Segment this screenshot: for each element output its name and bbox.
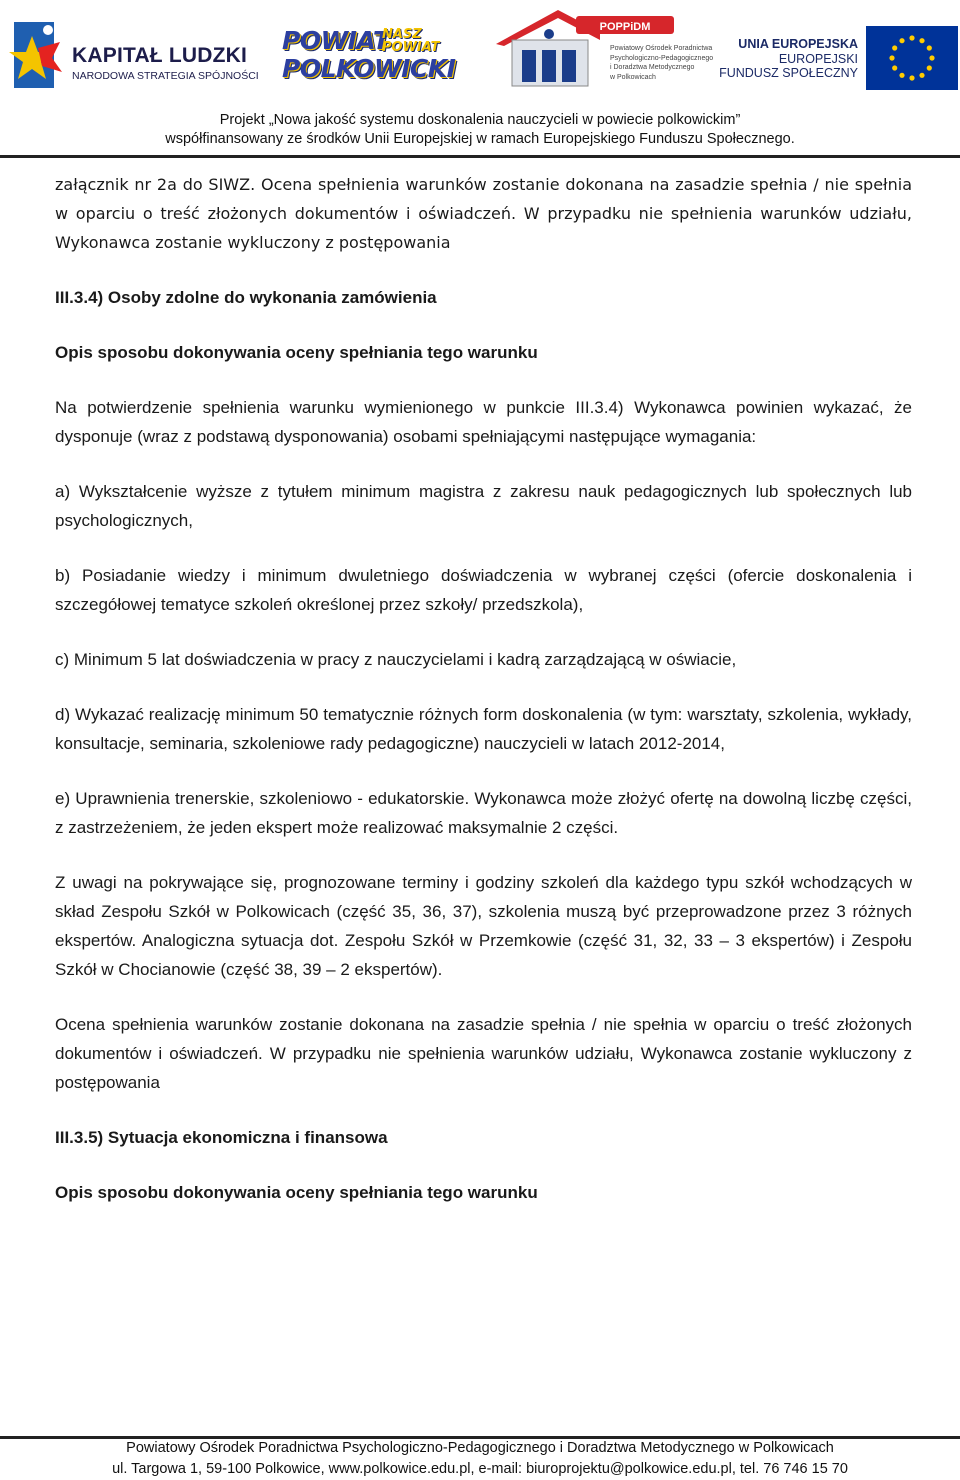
- section-heading: III.3.5) Sytuacja ekonomiczna i finansowa: [55, 1128, 388, 1147]
- powiat-word: POWIAT: [282, 26, 390, 55]
- poppidm-logo: [488, 4, 714, 88]
- poppidm-name: [610, 44, 713, 82]
- list-item: c) Minimum 5 lat doświadczenia w pracy z nauczycielami i kadrą zarządzającą w oświacie,: [55, 650, 737, 669]
- eu-star-icon: [929, 55, 934, 60]
- eu-star-icon: [899, 38, 904, 43]
- eu-star-icon: [927, 45, 932, 50]
- poppidm-name-line: Psychologiczno-Pedagogicznego: [610, 54, 714, 62]
- kapital-ludzki-star-icon: [8, 18, 66, 96]
- paragraph: załącznik nr 2a do SIWZ. Ocena spełnienia warunków zostanie dokonana na zasadzie spełnia / nie spełnia w oparciu o treść złożonych dokumentów i oświadczeń. W przypadku nie spełnienia warunków udziału, Wykonawca zostanie wykluczony z postępowania: [55, 175, 912, 252]
- powiat-polkowicki-logo: [280, 26, 456, 88]
- eu-text: [719, 36, 858, 80]
- eu-star-icon: [892, 45, 897, 50]
- footer-line: Powiatowy Ośrodek Poradnictwa Psychologiczno-Pedagogicznego i Doradztwa Metodycznego w Polkowicach: [126, 1440, 834, 1456]
- list-item: e) Uprawnienia trenerskie, szkoleniowo - edukatorskie. Wykonawca może złożyć ofertę na dowolną liczbę części, z zastrzeżeniem, że jeden ekspert może realizować maksymalnie 2 części.: [55, 789, 912, 837]
- poppidm-acronym: POPPiDM: [599, 21, 651, 33]
- footer-line: ul. Targowa 1, 59-100 Polkowice, www.polkowice.edu.pl, e-mail: biuroprojektu@polkowice.edu.pl, tel. 76 746 15 70: [112, 1461, 848, 1477]
- list-item: a) Wykształcenie wyższe z tytułem minimum magistra z zakresu nauk pedagogicznych lub społecznych lub psychologicznych,: [55, 482, 912, 530]
- document-body: [55, 170, 912, 1207]
- section-heading: III.3.4) Osoby zdolne do wykonania zamówienia: [55, 288, 437, 307]
- paragraph: Ocena spełnienia warunków zostanie dokonana na zasadzie spełnia / nie spełnia w oparciu o treść złożonych dokumentów i oświadczeń. W przypadku nie spełnienia warunków udziału, Wykonawca zostanie wykluczony z postępowania: [55, 1015, 912, 1092]
- eu-star-icon: [892, 65, 897, 70]
- header-divider: [0, 155, 960, 158]
- kapital-ludzki-subtitle: NARODOWA STRATEGIA SPÓJNOŚCI: [72, 70, 259, 82]
- eu-star-icon: [899, 73, 904, 78]
- list-item: b) Posiadanie wiedzy i minimum dwuletniego doświadczenia w wybranej części (ofercie doskonalenia i szczegółowej tematyce szkoleń określonej przez szkoły/ przedszkola),: [55, 566, 912, 614]
- eu-star-icon: [927, 65, 932, 70]
- subsection-heading: Opis sposobu dokonywania oceny spełniania tego warunku: [55, 1183, 538, 1202]
- project-line: Projekt „Nowa jakość systemu doskonalenia nauczycieli w powiecie polkowickim”: [219, 112, 741, 128]
- poppidm-name-line: w Polkowicach: [610, 73, 656, 81]
- kapital-ludzki-logo: [8, 18, 259, 98]
- project-info: [0, 111, 960, 149]
- poppidm-name-line: i Doradztwa Metodycznego: [610, 64, 695, 71]
- project-line: współfinansowany ze środków Unii Europejskiej w ramach Europejskiego Funduszu Społecznego.: [165, 131, 795, 147]
- list-item: d) Wykazać realizację minimum 50 tematycznie różnych form doskonalenia (w tym: warsztaty, szkolenia, wykłady, konsultacje, seminaria, szkoleniowe rady pedagogiczne) nauczycieli w latach 2012-2014,: [55, 705, 912, 753]
- subsection-heading: Opis sposobu dokonywania oceny spełniania tego warunku: [55, 343, 538, 362]
- page-footer: [0, 1438, 960, 1480]
- eu-star-icon: [919, 38, 924, 43]
- eu-line: UNIA EUROPEJSKA: [738, 37, 858, 51]
- kapital-ludzki-title: KAPITAŁ LUDZKI: [72, 44, 248, 67]
- eu-line: EUROPEJSKI: [778, 52, 858, 66]
- eu-star-icon: [909, 35, 914, 40]
- polkowicki-word: POLKOWICKI: [282, 54, 456, 83]
- poppidm-name-line: Powiatowy Ośrodek Poradnictwa: [610, 45, 713, 52]
- eu-star-icon: [919, 73, 924, 78]
- nasz-word: NASZ: [382, 27, 422, 42]
- paragraph: Z uwagi na pokrywające się, prognozowane terminy i godziny szkoleń dla każdego typu szkół wchodzących w skład Zespołu Szkół w Polkowicach (część 35, 36, 37), szkolenia muszą być przeprowadzone przez 3 różnych ekspertów. Analogiczna sytuacja dot. Zespołu Szkół w Przemkowie (część 31, 32, 33 – 3 ekspertów) i Zespołu Szkół w Chocianowie (część 38, 39 – 2 ekspertów).: [55, 873, 912, 979]
- page-header: [0, 0, 960, 158]
- eu-star-icon: [889, 55, 894, 60]
- nasz-powiat-word: POWIAT: [382, 40, 440, 55]
- eu-line: FUNDUSZ SPOŁECZNY: [719, 66, 858, 80]
- nasz-powiat-badge: [382, 28, 439, 54]
- eu-logo: [719, 26, 958, 92]
- eu-star-icon: [909, 75, 914, 80]
- eu-flag-icon: [866, 26, 958, 90]
- paragraph: Na potwierdzenie spełnienia warunku wymienionego w punkcie III.3.4) Wykonawca powinien wykazać, że dysponuje (wraz z podstawą dysponowania) osobami spełniającymi następujące wymagania:: [55, 398, 912, 446]
